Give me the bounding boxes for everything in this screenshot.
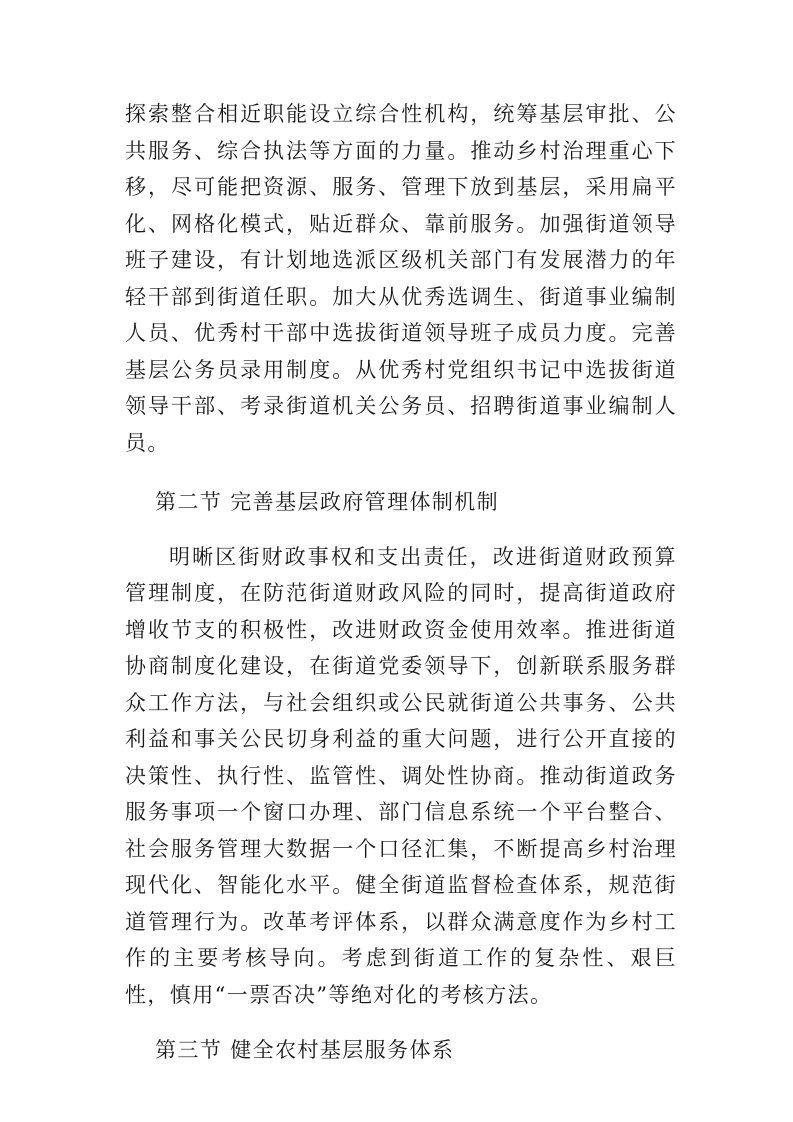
body-paragraph: 明晰区街财政事权和支出责任，改进街道财政预算管理制度，在防范街道财政风险的同时，提高街道政府增收节支的积极性，改进财政资金使用效率。推进街道协商制度化建设，在街道党委领导下，创新联系服务群众工作方法，与社会组织或公民就街道公共事务、公共利益和事关公民切身利益的重大问题，进行公开直接的决策性、执行性、监管性、调处性协商。推动街道政务服务事项一个窗口办理、部门信息系统一个平台整合、社会服务管理大数据一个口径汇集，不断提高乡村治理现代化、智能化水平。健全街道监督检查体系，规范街道管理行为。改革考评体系，以群众满意度作为乡村工作的主要考核导向。考虑到街道工作的复杂性、艰巨性，慎用“一票否决”等绝对化的考核方法。 (125, 544, 677, 1007)
spacer (125, 521, 677, 539)
body-paragraph: 探索整合相近职能设立综合性机构，统筹基层审批、公共服务、综合执法等方面的力量。推动乡村治理重心下移，尽可能把资源、服务、管理下放到基层，采用扁平化、网格化模式，贴近群众、靠前服务。加强街道领导班子建设，有计划地选派区级机关部门有发展潜力的年轻干部到街道任职。加大从优秀选调生、街道事业编制人员、优秀村干部中选拔街道领导班子成员力度。完善基层公务员录用制度。从优秀村党组织书记中选拔街道领导干部、考录街道机关公务员、招聘街道事业编制人员。 (125, 102, 677, 455)
spacer (125, 1013, 677, 1032)
document-body (125, 96, 677, 1069)
section-heading: 第三节 健全农村基层服务体系 (155, 1038, 455, 1062)
spacer (125, 461, 677, 484)
section-heading: 第二节 完善基层政府管理体制机制 (155, 490, 500, 514)
